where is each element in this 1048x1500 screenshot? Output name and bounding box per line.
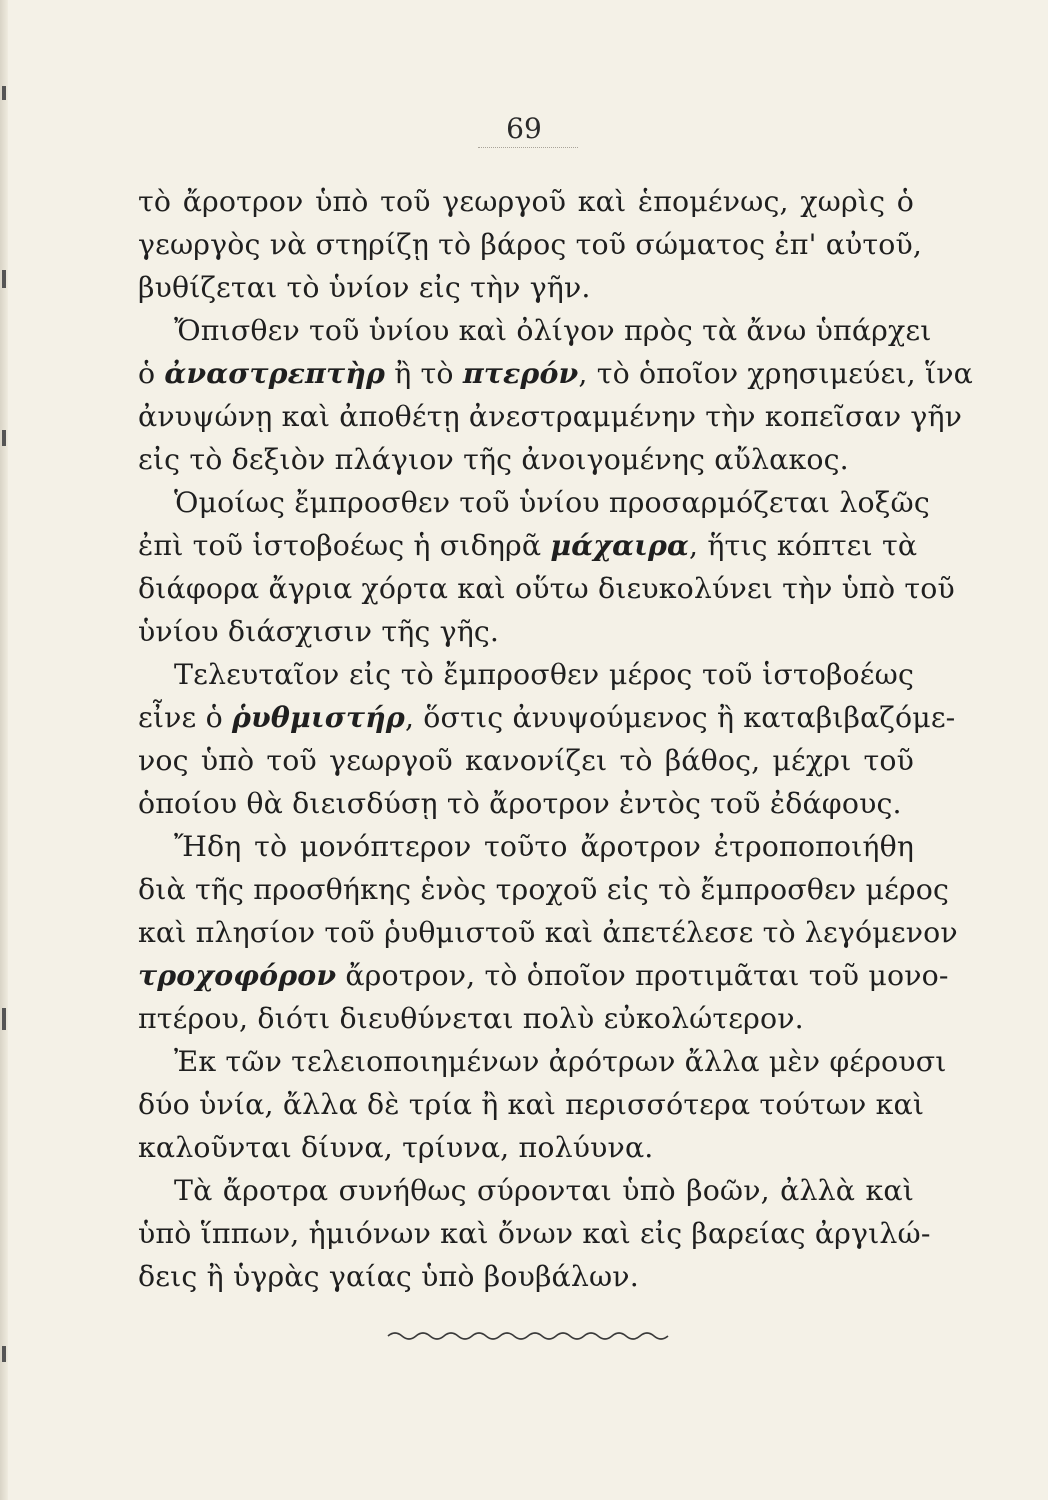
- text-line: Ὄπισθεν τοῦ ὑνίου καὶ ὀλίγον πρὸς τὰ ἄνω ὑπάρχει: [174, 314, 932, 347]
- tail-ornament: [386, 1330, 676, 1342]
- edge-mark: [2, 1008, 6, 1030]
- paragraph: [138, 309, 973, 481]
- text-line: ὑπὸ ἵππων, ἡμιόνων καὶ ὄνων καὶ εἰς βαρείας ἀργιλώ-: [138, 1217, 931, 1250]
- text-line: Τὰ ἄροτρα συνήθως σύρονται ὑπὸ βοῶν, ἀλλὰ καὶ: [174, 1174, 914, 1207]
- body-text: [138, 180, 973, 1298]
- text-line: Ἤδη τὸ μονόπτερον τοῦτο ἄροτρον ἐτροποποιήθη: [174, 830, 914, 863]
- defined-term: τροχοφόρον: [138, 958, 337, 992]
- text-line: νος ὑπὸ τοῦ γεωργοῦ κανονίζει τὸ βάθος, μέχρι τοῦ: [138, 744, 914, 777]
- text-line: ὁ ἀναστρεπτὴρ ἢ τὸ πτερόν, τὸ ὁποῖον χρησιμεύει, ἵνα: [138, 356, 973, 390]
- defined-term: πτερόν: [462, 356, 579, 390]
- defined-term: ῥυθμιστήρ: [232, 700, 405, 734]
- text-line: γεωργὸς νὰ στηρίζῃ τὸ βάρος τοῦ σώματος ἐπ' αὐτοῦ,: [138, 228, 923, 261]
- text-line: ἐπὶ τοῦ ἱστοβοέως ἡ σιδηρᾶ μάχαιρα, ἥτις κόπτει τὰ: [138, 528, 918, 562]
- paragraph: [138, 653, 956, 825]
- text-line: πτέρου, διότι διευθύνεται πολὺ εὐκολώτερον.: [138, 1002, 804, 1035]
- text-line: διὰ τῆς προσθήκης ἑνὸς τροχοῦ εἰς τὸ ἔμπροσθεν μέρος: [138, 873, 950, 906]
- text-line: τροχοφόρον ἄροτρον, τὸ ὁποῖον προτιμᾶται τοῦ μονο-: [138, 958, 949, 992]
- edge-mark: [2, 1346, 6, 1362]
- paragraph: [138, 1169, 931, 1298]
- text-line: τὸ ἄροτρον ὑπὸ τοῦ γεωργοῦ καὶ ἑπομένως, χωρὶς ὁ: [138, 185, 914, 218]
- text-line: διάφορα ἄγρια χόρτα καὶ οὕτω διευκολύνει τὴν ὑπὸ τοῦ: [138, 572, 955, 605]
- edge-mark: [2, 430, 6, 446]
- page-spine-edge: [0, 0, 8, 1500]
- text-line: εἰς τὸ δεξιὸν πλάγιον τῆς ἀνοιγομένης αὔλακος.: [138, 443, 849, 476]
- text-line: εἶνε ὁ ῥυθμιστήρ, ὅστις ἀνυψούμενος ἢ καταβιβαζόμε-: [138, 700, 956, 734]
- text-line: Ἐκ τῶν τελειοποιημένων ἀρότρων ἄλλα μὲν φέρουσι: [174, 1045, 947, 1078]
- text-line: καλοῦνται δίυνα, τρίυνα, πολύυνα.: [138, 1131, 654, 1164]
- paragraph: [138, 180, 923, 309]
- text-line: βυθίζεται τὸ ὑνίον εἰς τὴν γῆν.: [138, 271, 591, 304]
- text-line: ὁποίου θὰ διεισδύσῃ τὸ ἄροτρον ἐντὸς τοῦ ἐδάφους.: [138, 787, 902, 820]
- page-number: 69: [506, 112, 542, 145]
- defined-term: ἀναστρεπτὴρ: [164, 356, 386, 390]
- text-line: δεις ἢ ὑγρὰς γαίας ὑπὸ βουβάλων.: [138, 1260, 639, 1293]
- page-number-ornament: [478, 143, 578, 148]
- paragraph: [138, 481, 955, 653]
- paragraph: [138, 1040, 947, 1169]
- paragraph: [138, 825, 958, 1040]
- text-line: ὑνίου διάσχισιν τῆς γῆς.: [138, 615, 500, 648]
- defined-term: μάχαιρα: [550, 528, 689, 562]
- text-line: Ὁμοίως ἔμπροσθεν τοῦ ὑνίου προσαρμόζεται λοξῶς: [174, 486, 930, 519]
- text-line: Τελευταῖον εἰς τὸ ἔμπροσθεν μέρος τοῦ ἱστοβοέως: [174, 658, 914, 691]
- text-line: καὶ πλησίον τοῦ ῥυθμιστοῦ καὶ ἀπετέλεσε τὸ λεγόμενον: [138, 916, 958, 949]
- edge-mark: [2, 270, 6, 288]
- edge-mark: [2, 86, 6, 100]
- text-line: δύο ὑνία, ἄλλα δὲ τρία ἢ καὶ περισσότερα τούτων καὶ: [138, 1088, 925, 1121]
- text-line: ἀνυψώνῃ καὶ ἀποθέτῃ ἀνεστραμμένην τὴν κοπεῖσαν γῆν: [138, 400, 963, 433]
